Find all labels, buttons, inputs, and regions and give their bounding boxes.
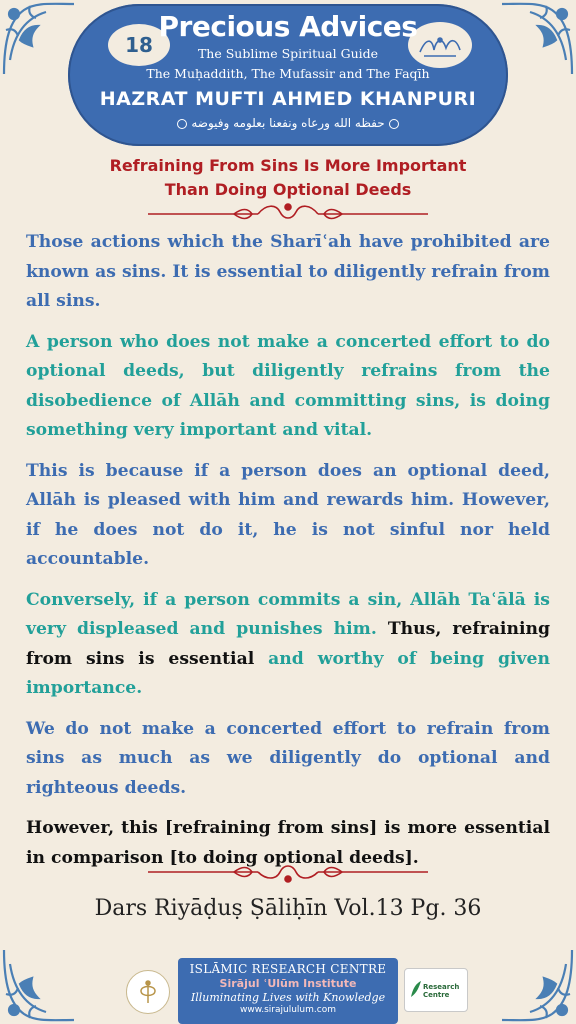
paragraph-1: Those actions which the Sharīʿah have prohibited are known as sins. It is essential to diligently refrain from all sins. <box>26 232 550 311</box>
subtitle-guide: The Sublime Spiritual Guide <box>197 46 379 61</box>
ornament-dot-icon <box>389 119 399 129</box>
paragraph-4-part-a: Conversely, if a person commits a sin, Allāh Taʿālā is very displeased and punishes him. <box>26 589 550 639</box>
corner-ornament-icon <box>498 946 576 1024</box>
paragraph-4 <box>26 586 550 704</box>
corner-ornament-icon <box>0 0 78 78</box>
header-banner <box>68 4 508 146</box>
institute-logo-icon <box>126 970 170 1014</box>
footer-tagline: Illuminating Lives with Knowledge <box>190 991 386 1004</box>
ornament-dot-icon <box>177 119 187 129</box>
scholar-name: HAZRAT MUFTI AHMED KHANPURI <box>99 88 477 110</box>
paragraph-5: We do not make a concerted effort to refrain from sins as much as we diligently do optional and righteous deeds. <box>26 718 550 798</box>
research-centre-logo-text: Research Centre <box>423 983 460 999</box>
issue-number-badge: 18 <box>108 24 170 66</box>
article-body <box>26 228 550 884</box>
paragraph-3: This is because if a person does an optional deed, Allāh is pleased with him and rewards him. However, if he does not do it, he is not sinful nor held accountable. <box>26 460 550 569</box>
series-title: Precious Advices <box>158 10 418 43</box>
footer-banner <box>178 958 398 1024</box>
research-centre-logo-icon <box>404 968 468 1012</box>
footer-website-link[interactable]: www.sirajululum.com <box>240 1005 336 1015</box>
paragraph-4-part-b: Thus, refraining from sins is essential <box>26 619 550 669</box>
paragraph-6: However, this [refraining from sins] is more essential in comparison [to doing optional deeds]. <box>26 818 550 868</box>
article-title-line2: Than Doing Optional Deeds <box>164 180 412 199</box>
arabic-dua-text: حفظه الله ورعاه ونفعنا بعلومه وفيوضه <box>191 116 385 130</box>
subtitle-roles: The Muḥaddith, The Mufassir and The Faqīh <box>146 66 430 81</box>
footer-org: ISLĀMIC RESEARCH CENTRE <box>189 962 387 976</box>
corner-ornament-icon <box>498 0 576 78</box>
article-title <box>40 154 536 202</box>
divider-flourish-icon <box>138 200 438 224</box>
book-reference: Dars Riyāḍuṣ Ṣāliḥīn Vol.13 Pg. 36 <box>94 896 482 921</box>
divider-flourish-icon <box>138 860 438 884</box>
arabic-dua <box>68 116 508 130</box>
footer-institute: Sirājul ʿUlūm Institute <box>219 977 357 990</box>
paragraph-2: A person who does not make a concerted effort to do optional deeds, but diligently refrains from the disobedience of Allāh and committing sins, is doing something very important and vital. <box>26 331 550 440</box>
article-title-line1: Refraining From Sins Is More Important <box>109 156 467 175</box>
paragraph-4-part-c: and worthy of being given importance. <box>26 648 550 698</box>
corner-ornament-icon <box>0 946 78 1024</box>
